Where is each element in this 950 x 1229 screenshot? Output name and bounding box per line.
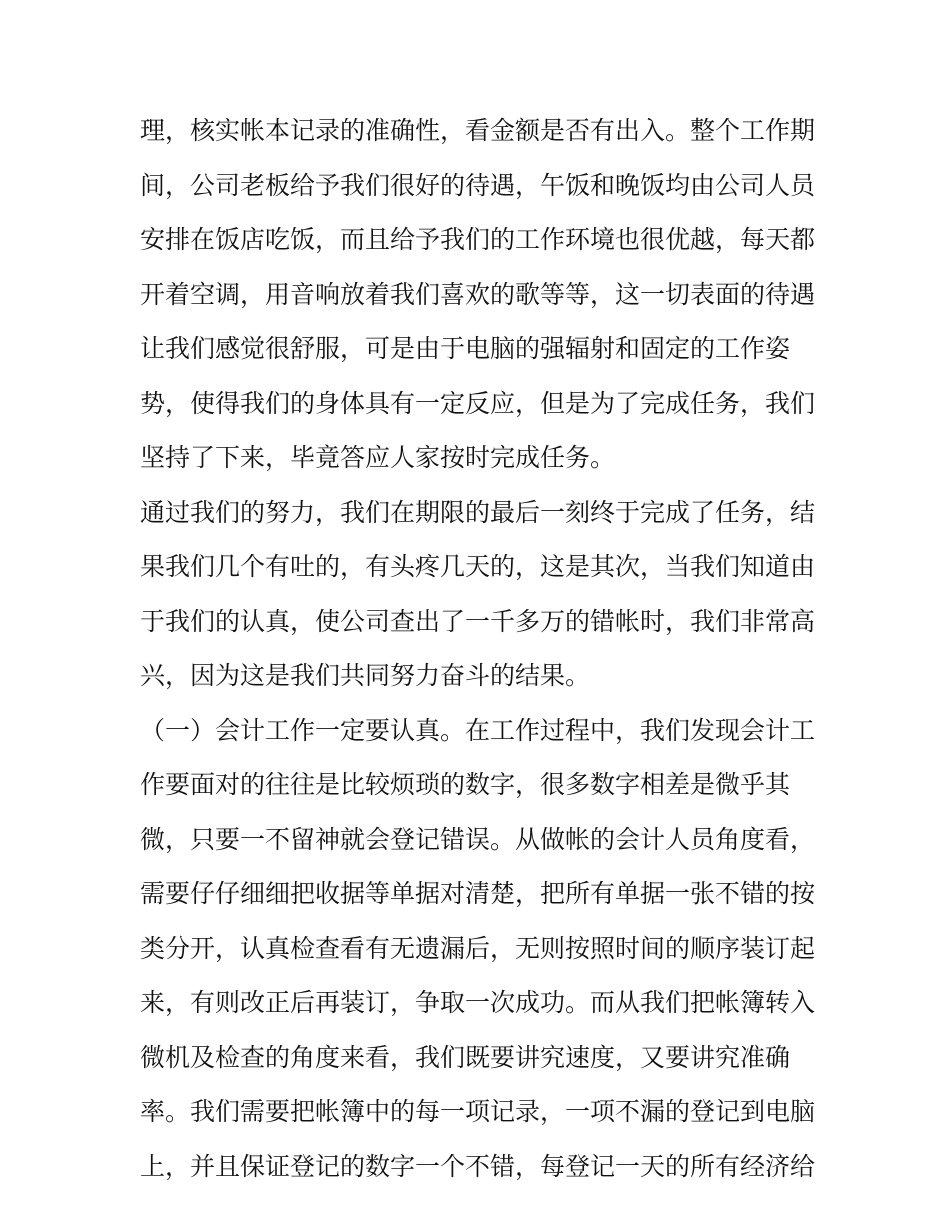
- text-line: 兴，因为这是我们共同努力奋斗的结果。: [140, 661, 591, 690]
- text-line: 通过我们的努力，我们在期限的最后一刻终于完成了任务，结: [140, 497, 816, 527]
- text-line: 微，只要一不留神就会登记错误。从做帐的会计人员角度看，: [140, 824, 816, 854]
- text-line: 于我们的认真，使公司查出了一千多万的错帐时，我们非常高: [140, 606, 816, 636]
- text-line: 需要仔仔细细把收据等单据对清楚，把所有单据一张不错的按: [140, 879, 816, 908]
- text-line: 上，并且保证登记的数字一个不错，每登记一天的所有经济给: [140, 1151, 816, 1181]
- text-line: 势，使得我们的身体具有一定反应，但是为了完成任务，我们: [140, 388, 816, 418]
- text-line: 作要面对的往往是比较烦琐的数字，很多数字相差是微乎其: [140, 770, 791, 799]
- text-line: 理，核实帐本记录的准确性，看金额是否有出入。整个工作期: [140, 116, 816, 145]
- text-line: 来，有则改正后再装订，争取一次成功。而从我们把帐簿转入: [140, 988, 816, 1017]
- text-line: 间，公司老板给予我们很好的待遇，午饭和晚饭均由公司人员: [140, 170, 816, 200]
- text-line: （一）会计工作一定要认真。在工作过程中，我们发现会计工: [140, 715, 816, 745]
- body-text: [140, 104, 820, 1194]
- text-line: 安排在饭店吃饭，而且给予我们的工作环境也很优越，每天都: [140, 225, 816, 254]
- text-line: 率。我们需要把帐簿中的每一项记录，一项不漏的登记到电脑: [140, 1097, 816, 1126]
- text-line: 类分开，认真检查看有无遗漏后，无则按照时间的顺序装订起: [140, 933, 816, 963]
- text-line: 坚持了下来，毕竟答应人家按时完成任务。: [140, 443, 616, 472]
- text-line: 开着空调，用音响放着我们喜欢的歌等等，这一切表面的待遇: [140, 279, 816, 309]
- text-line: 让我们感觉很舒服，可是由于电脑的强辐射和固定的工作姿: [140, 334, 791, 363]
- text-line: 微机及检查的角度来看，我们既要讲究速度，又要讲究准确: [140, 1042, 791, 1072]
- text-line: 果我们几个有吐的，有头疼几天的，这是其次，当我们知道由: [140, 552, 816, 581]
